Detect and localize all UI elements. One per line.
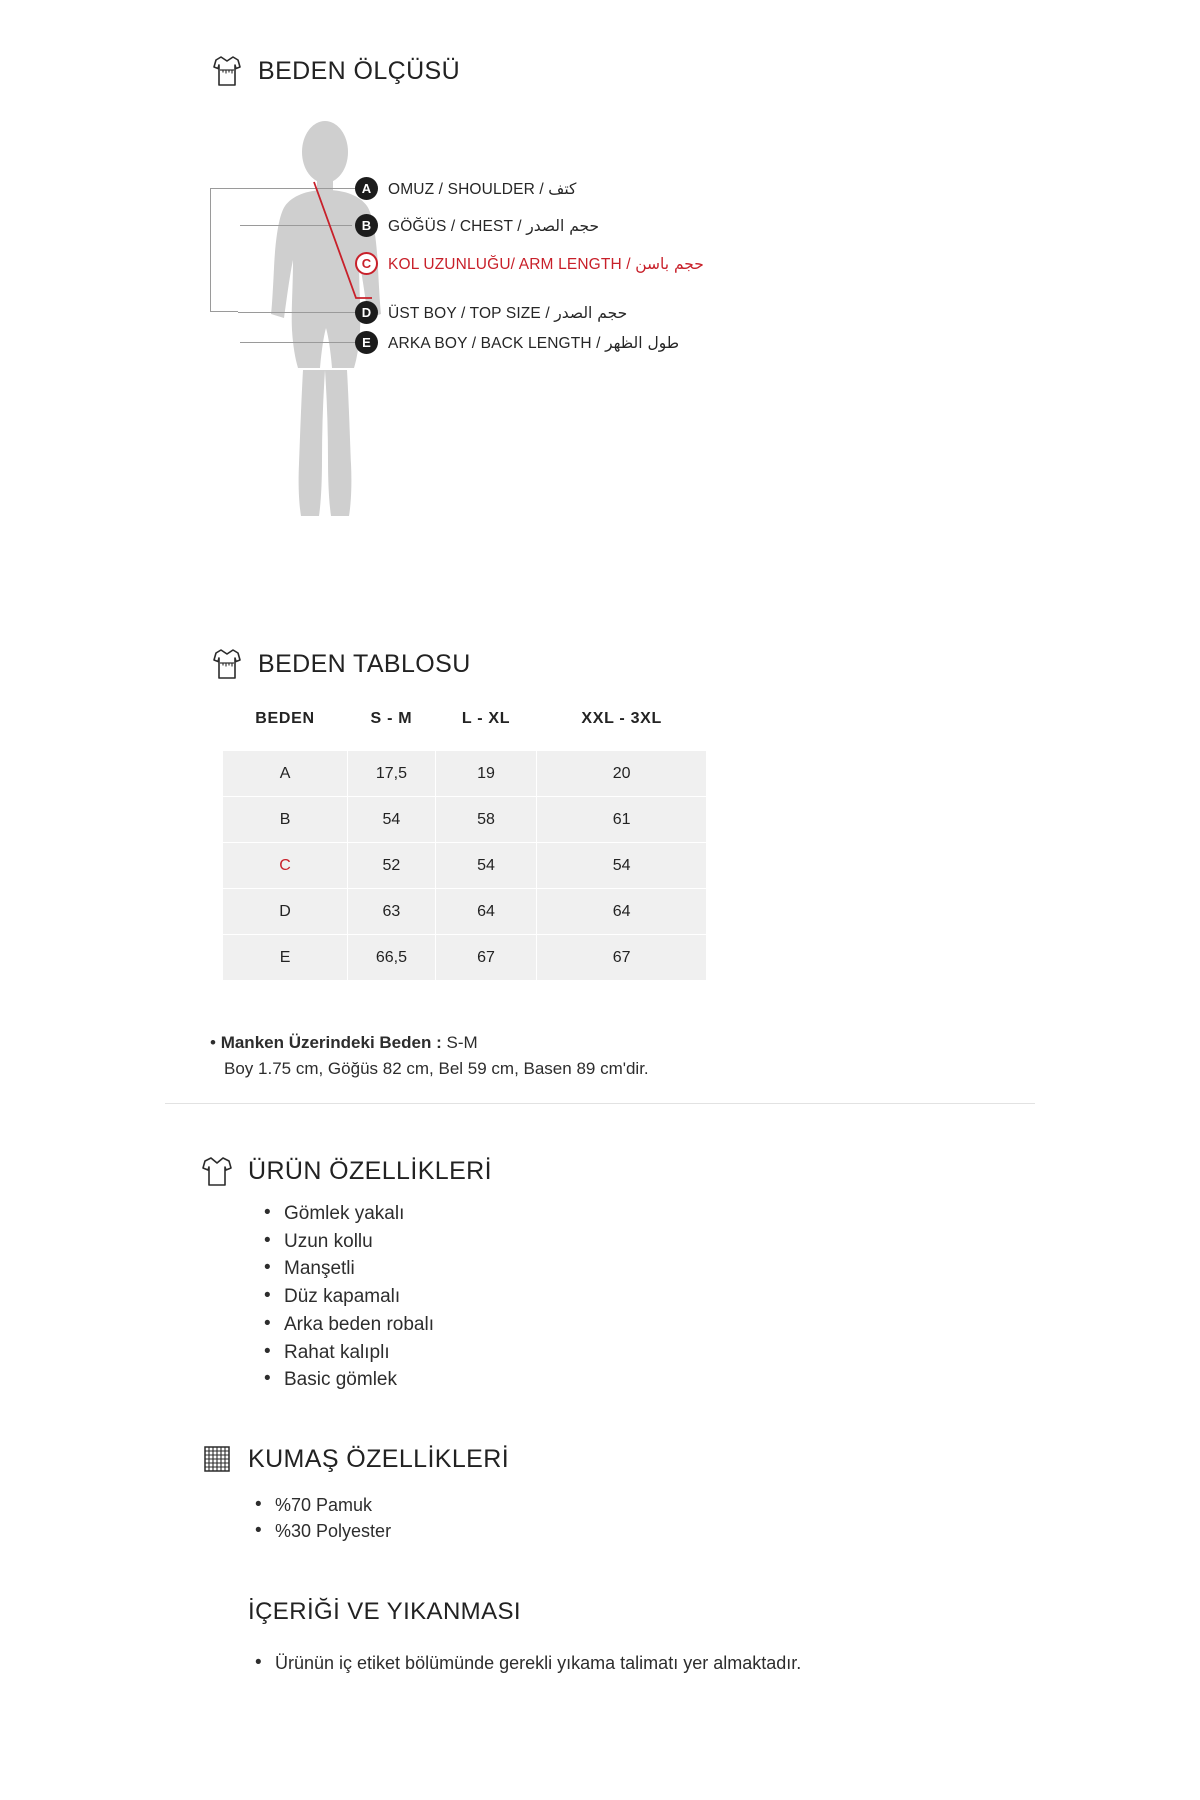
model-size-line (210, 1030, 649, 1056)
cell-c-sm: 52 (348, 843, 436, 889)
table-row (223, 843, 707, 889)
cell-b-lxl: 58 (435, 797, 537, 843)
badge-d: D (355, 301, 378, 324)
size-table-title: BEDEN TABLOSU (258, 649, 471, 678)
cell-a-xxl: 20 (537, 751, 707, 797)
row-code-b: B (223, 797, 348, 843)
legend-label-e: ARKA BOY / BACK LENGTH / طول الظهر (388, 334, 680, 352)
list-item: • Gömlek yakalı (262, 1200, 434, 1228)
fabric-swatch-icon (200, 1440, 234, 1478)
table-header-row (223, 700, 707, 751)
cell-e-xxl: 67 (537, 935, 707, 981)
badge-a: A (355, 177, 378, 200)
cell-a-sm: 17,5 (348, 751, 436, 797)
badge-e: E (355, 331, 378, 354)
bullet-glyph: • (210, 1033, 216, 1052)
cell-a-lxl: 19 (435, 751, 537, 797)
list-item: • Ürünün iç etiket bölümünde gerekli yıkama talimatı yer almaktadır. (253, 1650, 933, 1677)
list-item: • %30 Polyester (253, 1518, 391, 1544)
legend-label-c: KOL UZUNLUĞU/ ARM LENGTH / حجم باسن (388, 255, 704, 273)
model-size-note (210, 1030, 649, 1083)
list-item: • Manşetli (262, 1255, 434, 1283)
cell-e-sm: 66,5 (348, 935, 436, 981)
arm-length-line (310, 180, 370, 310)
model-size-label: Manken Üzerindeki Beden : (220, 1033, 442, 1052)
list-item: • Uzun kollu (262, 1228, 434, 1256)
cell-c-lxl: 54 (435, 843, 537, 889)
section-divider (165, 1103, 1035, 1104)
list-item: • Düz kapamalı (262, 1283, 434, 1311)
fabric-list (253, 1492, 391, 1544)
model-measurements: Boy 1.75 cm, Göğüs 82 cm, Bel 59 cm, Basen 89 cm'dir. (224, 1059, 649, 1079)
size-table (222, 700, 707, 981)
row-code-e: E (223, 935, 348, 981)
table-row (223, 797, 707, 843)
legend-label-d: ÜST BOY / TOP SIZE / حجم الصدر (388, 304, 628, 322)
cell-b-sm: 54 (348, 797, 436, 843)
size-table-heading (210, 645, 471, 683)
badge-c: C (355, 252, 378, 275)
column-header-beden: BEDEN (255, 710, 315, 727)
washing-list (253, 1650, 933, 1677)
column-header-l-xl: L - XL (461, 710, 511, 727)
cell-b-xxl: 61 (537, 797, 707, 843)
list-item: • Basic gömlek (262, 1366, 434, 1394)
leader-line-d (238, 312, 355, 313)
cell-c-xxl: 54 (537, 843, 707, 889)
legend-label-a: OMUZ / SHOULDER / كتف (388, 180, 577, 198)
cell-d-xxl: 64 (537, 889, 707, 935)
tshirt-icon (200, 1152, 234, 1190)
tshirt-ruler-icon (210, 645, 244, 683)
cell-d-sm: 63 (348, 889, 436, 935)
body-measure-title: BEDEN ÖLÇÜSÜ (258, 56, 461, 85)
list-item: • Arka beden robalı (262, 1311, 434, 1339)
column-header-s-m: S - M (370, 710, 413, 727)
cell-d-lxl: 64 (435, 889, 537, 935)
model-size-value: S-M (446, 1033, 478, 1052)
fabric-title: KUMAŞ ÖZELLİKLERİ (248, 1444, 510, 1473)
badge-b: B (355, 214, 378, 237)
washing-title: İÇERİĞİ VE YIKANMASI (248, 1598, 521, 1625)
features-title: ÜRÜN ÖZELLİKLERİ (248, 1156, 492, 1185)
features-list (262, 1200, 434, 1394)
row-code-d: D (223, 889, 348, 935)
tshirt-ruler-icon (210, 52, 244, 90)
cell-e-lxl: 67 (435, 935, 537, 981)
table-row (223, 935, 707, 981)
body-measure-heading (210, 52, 460, 90)
bracket-top-size (210, 188, 238, 312)
table-row (223, 889, 707, 935)
measurement-figure (210, 120, 1030, 540)
features-heading (200, 1152, 492, 1190)
fabric-heading (200, 1440, 509, 1478)
row-code-a: A (223, 751, 348, 797)
column-header-xxl-3xl: XXL - 3XL (581, 710, 663, 727)
row-code-c: C (223, 843, 348, 889)
list-item: • Rahat kalıplı (262, 1339, 434, 1367)
leader-line-e (240, 342, 355, 343)
table-row (223, 751, 707, 797)
list-item: • %70 Pamuk (253, 1492, 391, 1518)
legend-label-b: GÖĞÜS / CHEST / حجم الصدر (388, 217, 600, 235)
